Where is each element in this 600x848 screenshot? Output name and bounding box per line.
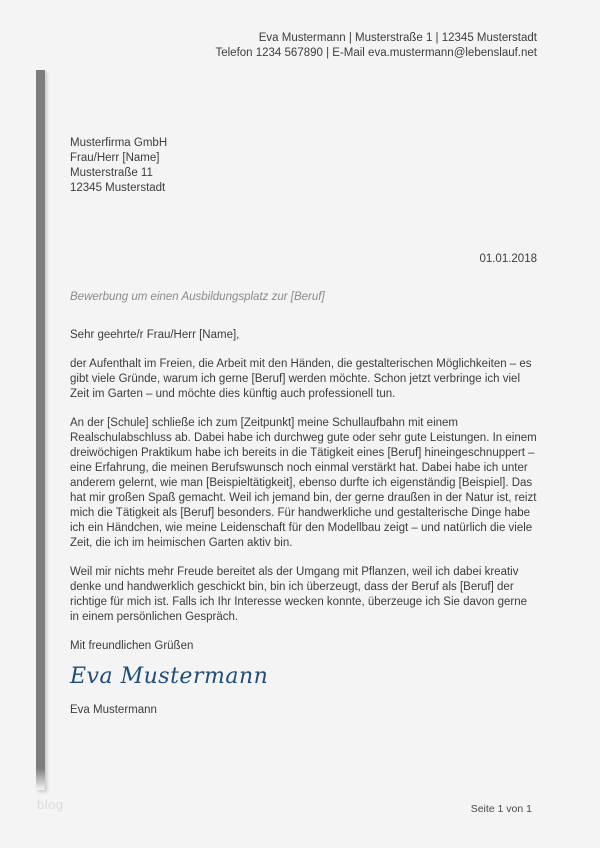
left-accent-bar [36, 70, 45, 790]
sender-contact-line1: Eva Mustermann | Musterstraße 1 | 12345 Musterstadt [258, 32, 537, 44]
handwritten-signature: Eva Mustermann [70, 664, 269, 689]
sender-header [0, 0, 537, 61]
recipient-company: Musterfirma GmbH [70, 137, 168, 149]
recipient-street: Musterstraße 11 [70, 167, 153, 179]
paragraph-intro: der Aufenthalt im Freien, die Arbeit mit den Händen, die gestalterischen Möglichkeiten – es gibt viele Gründe, warum ich gerne [Beruf] werden möchte. Schon jetzt verbringe ich viel Zeit im Garten – und möchte dies künftig auch professionell tun. [70, 358, 532, 400]
closing-regards: Mit freundlichen Grüßen [70, 640, 194, 652]
recipient-address-block [70, 136, 537, 196]
recipient-contact: Frau/Herr [Name] [70, 152, 160, 164]
letter-content [70, 136, 537, 718]
paragraph-closing-argument: Weil mir nichts mehr Freude bereitet als der Umgang mit Pflanzen, weil ich dabei kreativ denke und handwerklich geschickt bin, bin ich überzeugt, dass der Beruf als [Beruf] der richtige für mich ist. Falls ich Ihr Interesse wecken konnte, überzeuge ich Sie davon gerne in einem persönlichen Gespräch. [70, 566, 528, 623]
subject-line: Bewerbung um einen Ausbildungsplatz zur [Beruf] [70, 291, 325, 303]
page-indicator: Seite 1 von 1 [470, 803, 532, 815]
blog-watermark: blog [37, 797, 64, 812]
paragraph-qualifications: An der [Schule] schließe ich zum [Zeitpunkt] meine Schullaufbahn mit einem Realschulabschluss ab. Dabei habe ich durchweg gute oder sehr gute Leistungen. In einem dreiwöchigen Praktikum habe ich bereits in die Tätigkeit eines [Beruf] hineingeschnuppert – eine Erfahrung, die meinen Berufswunsch noch einmal verstärkt hat. Dabei habe ich unter anderem gelernt, wie man [Beispieltätigkeit], ebenso durfte ich eigenständig [Beispiel]. Das hat mir großen Spaß gemacht. Weil ich jemand bin, der gerne draußen in der Natur ist, reizt mich die Tätigkeit als [Beruf] besonders. Für handwerkliche und gestalterische Dinge habe ich ein Händchen, wie meine Leidenschaft für den Modellbau zeigt – und natürlich die viele Zeit, die ich im heimischen Garten aktiv bin. [70, 417, 537, 549]
typed-sender-name: Eva Mustermann [70, 704, 157, 716]
recipient-city: 12345 Musterstadt [70, 182, 166, 194]
sender-contact-line2: Telefon 1234 567890 | E-Mail eva.mustermann@lebenslauf.net [215, 47, 537, 59]
letter-date: 01.01.2018 [479, 253, 537, 265]
salutation: Sehr geehrte/r Frau/Herr [Name], [70, 329, 240, 341]
